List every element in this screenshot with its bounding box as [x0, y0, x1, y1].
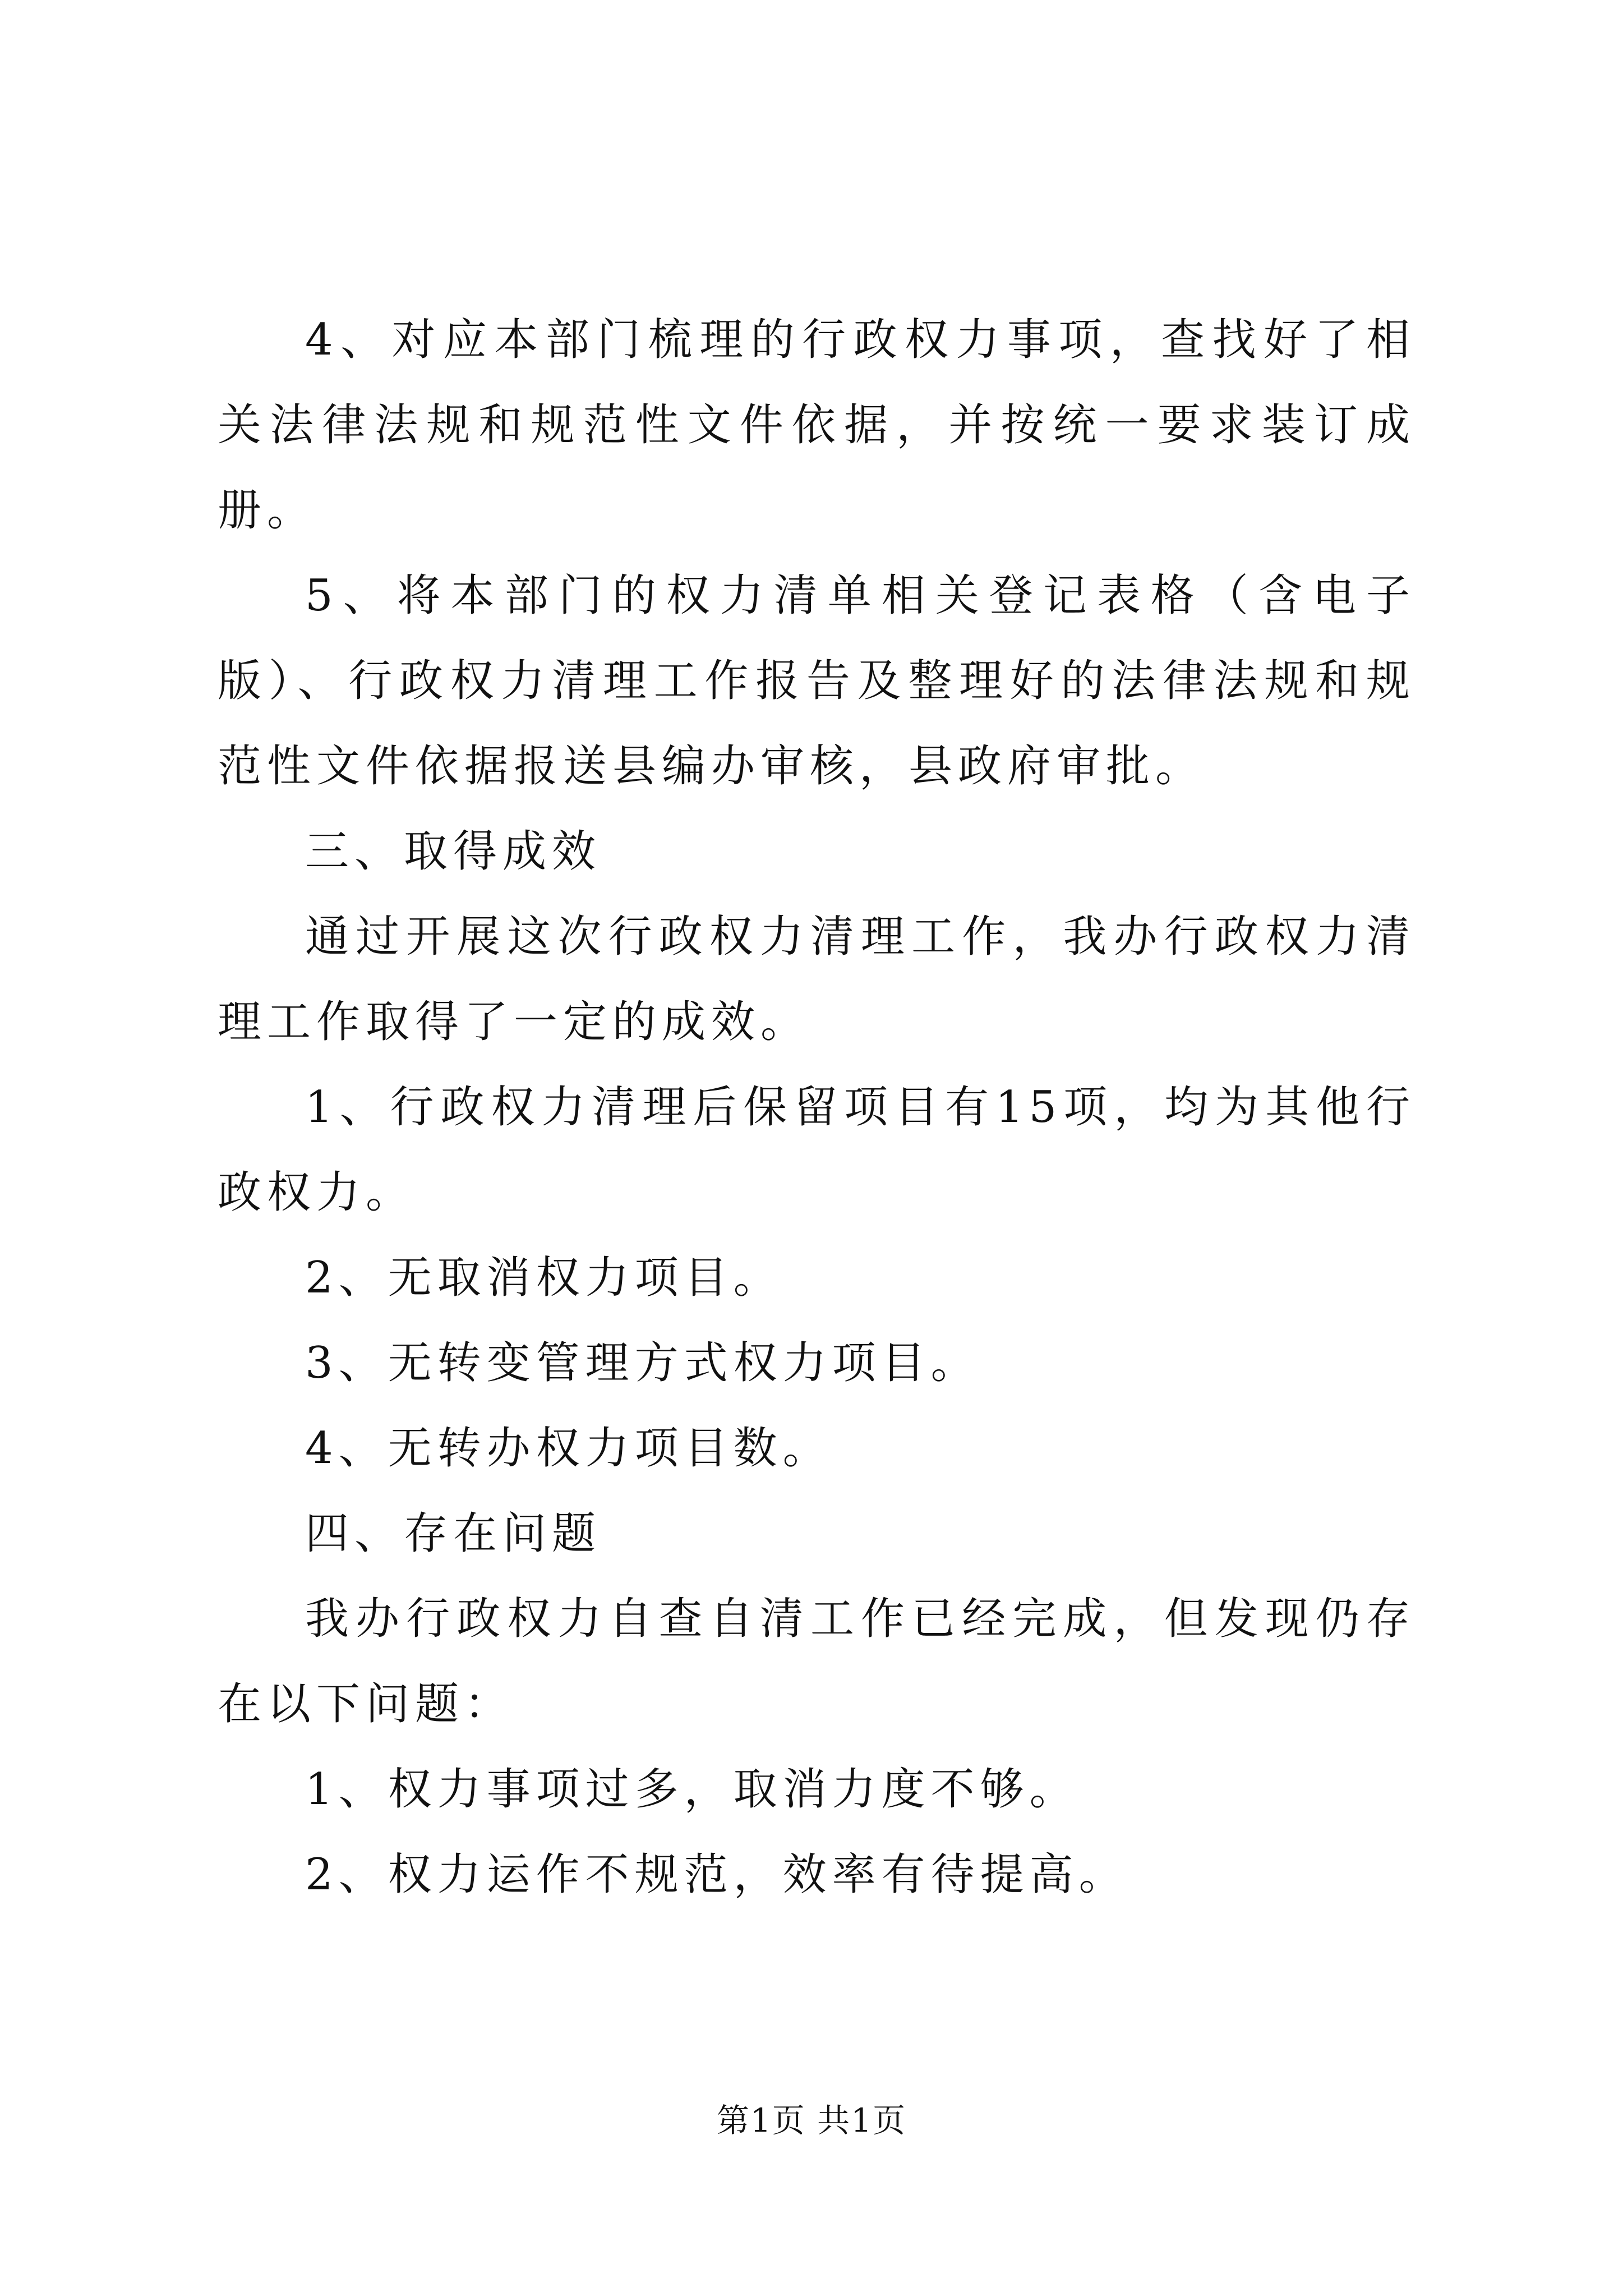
paragraph-results-intro: 通过开展这次行政权力清理工作，我办行政权力清理工作取得了一定的成效。 — [218, 912, 1415, 1047]
list-item-problem-2: 2、权力运作不规范，效率有待提高。 — [305, 1849, 1128, 1900]
section-heading-problems: 四、存在问题 — [305, 1508, 602, 1559]
page-footer — [0, 2098, 1623, 2143]
paragraph-item-5-submission: 5、将本部门的权力清单相关登记表格（含电子版）、行政权力清理工作报告及整理好的法律法规和规范性文件依据报送县编办审核，县政府审批。 — [218, 570, 1415, 792]
document-body — [218, 297, 1415, 1917]
list-item-changed: 3、无转变管理方式权力项目。 — [305, 1338, 980, 1388]
list-item-transferred: 4、无转办权力项目数。 — [305, 1423, 832, 1474]
list-item-retained: 1、行政权力清理后保留项目有15项，均为其他行政权力。 — [218, 1082, 1415, 1218]
page-number-label: 第1页 共1页 — [716, 2101, 907, 2139]
paragraph-problems-intro: 我办行政权力自查自清工作已经完成，但发现仍存在以下问题： — [218, 1594, 1415, 1729]
paragraph-item-4-binding: 4、对应本部门梳理的行政权力事项，查找好了相关法律法规和规范性文件依据，并按统一要求装订成册。 — [218, 315, 1415, 536]
list-item-cancelled: 2、无取消权力项目。 — [305, 1253, 783, 1303]
section-heading-results: 三、取得成效 — [305, 826, 602, 877]
list-item-problem-1: 1、权力事项过多，取消力度不够。 — [305, 1764, 1079, 1815]
